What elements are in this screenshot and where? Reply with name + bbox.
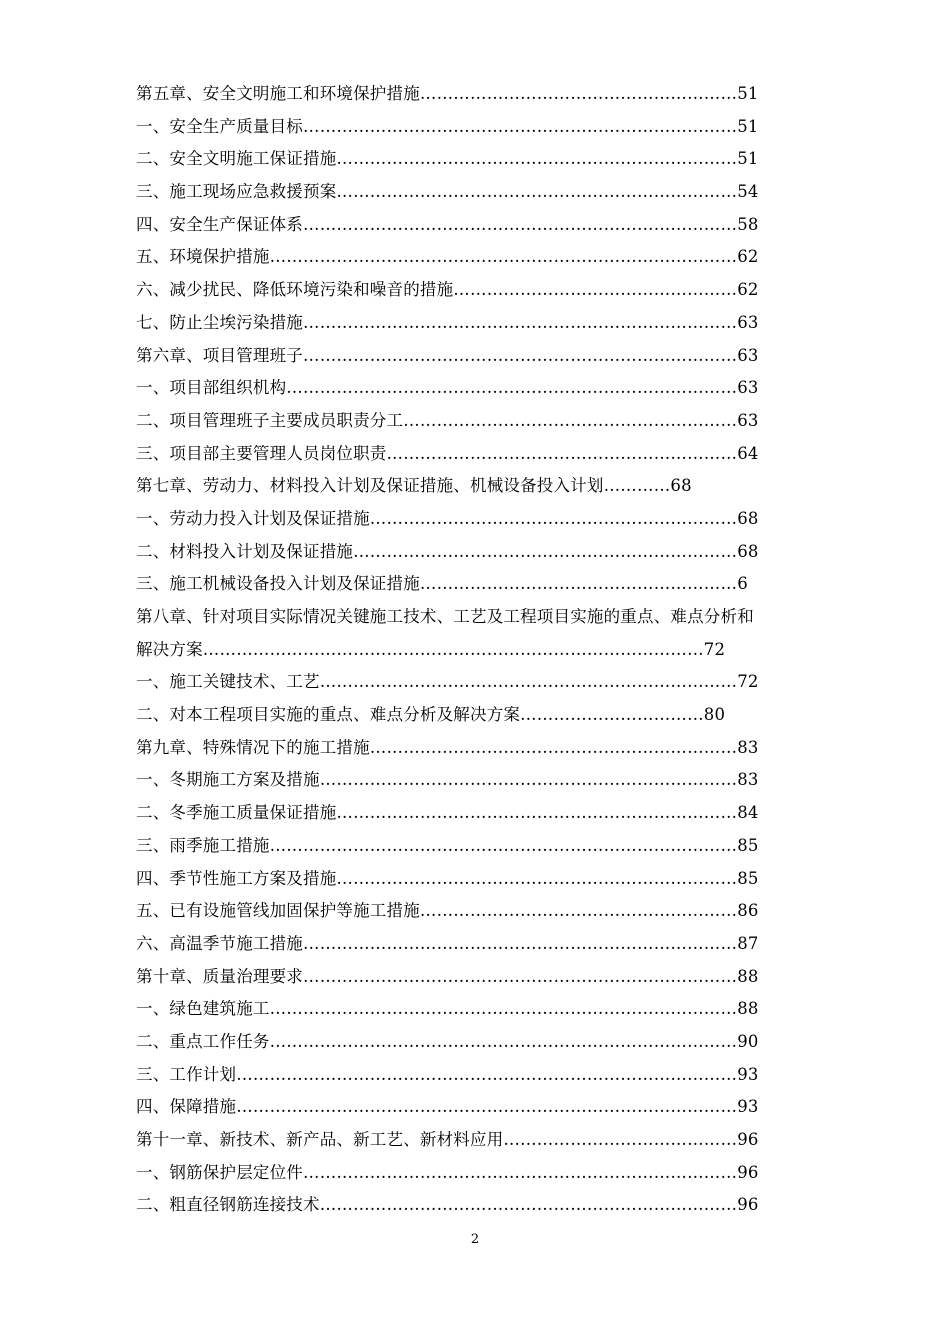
toc-entry[interactable]: 第十一章、新技术、新产品、新工艺、新材料应用……………………………………96 <box>136 1130 759 1149</box>
table-of-contents <box>136 78 846 1222</box>
toc-entry[interactable]: 第十章、质量治理要求……………………………………………………………………88 <box>136 966 759 986</box>
toc-entry-continuation[interactable]: 解决方案………………………………………………………………………………72 <box>136 639 726 659</box>
toc-entry[interactable]: 三、施工现场应急救援预案………………………………………………………………54 <box>136 182 759 202</box>
toc-entry[interactable]: 一、钢筋保护层定位件……………………………………………………………………96 <box>136 1162 759 1182</box>
toc-entry[interactable]: 第六章、项目管理班子……………………………………………………………………63 <box>136 345 759 365</box>
toc-entry[interactable]: 五、已有设施管线加固保护等施工措施…………………………………………………86 <box>136 901 759 921</box>
toc-entry[interactable]: 一、冬期施工方案及措施…………………………………………………………………83 <box>136 770 759 790</box>
toc-entry[interactable]: 二、冬季施工质量保证措施………………………………………………………………84 <box>136 803 759 823</box>
toc-entry[interactable]: 三、施工机械设备投入计划及保证措施…………………………………………………6 <box>136 574 748 594</box>
toc-entry[interactable]: 三、雨季施工措施…………………………………………………………………………85 <box>136 835 759 855</box>
toc-entry[interactable]: 六、高温季节施工措施……………………………………………………………………87 <box>136 933 759 953</box>
toc-entry[interactable]: 七、防止尘埃污染措施……………………………………………………………………63 <box>136 312 759 332</box>
toc-entry[interactable]: 四、安全生产保证体系……………………………………………………………………58 <box>136 214 759 234</box>
toc-entry[interactable]: 一、绿色建筑施工…………………………………………………………………………88 <box>136 999 759 1019</box>
toc-entry[interactable]: 三、工作计划………………………………………………………………………………93 <box>136 1064 759 1084</box>
toc-entry[interactable]: 四、季节性施工方案及措施………………………………………………………………85 <box>136 868 759 888</box>
toc-entry[interactable]: 二、重点工作任务…………………………………………………………………………90 <box>136 1031 759 1051</box>
toc-entry[interactable]: 第五章、安全文明施工和环境保护措施…………………………………………………51 <box>136 84 759 103</box>
toc-entry[interactable]: 二、材料投入计划及保证措施……………………………………………………………68 <box>136 541 759 561</box>
toc-entry[interactable]: 二、粗直径钢筋连接技术…………………………………………………………………96 <box>136 1195 759 1215</box>
toc-entry[interactable]: 一、安全生产质量目标……………………………………………………………………51 <box>136 116 759 136</box>
toc-entry[interactable]: 第七章、劳动力、材料投入计划及保证措施、机械设备投入计划…………68 <box>136 476 692 496</box>
toc-entry[interactable]: 第八章、针对项目实际情况关键施工技术、工艺及工程项目实施的重点、难点分析和 <box>136 607 754 626</box>
toc-entry[interactable]: 六、减少扰民、降低环境污染和噪音的措施……………………………………………62 <box>136 280 759 300</box>
toc-entry[interactable]: 五、环境保护措施…………………………………………………………………………62 <box>136 247 759 267</box>
toc-entry[interactable]: 二、对本工程项目实施的重点、难点分析及解决方案……………………………80 <box>136 705 726 725</box>
page-number: 2 <box>470 1232 480 1247</box>
toc-entry[interactable]: 四、保障措施………………………………………………………………………………93 <box>136 1097 759 1117</box>
toc-entry[interactable]: 二、安全文明施工保证措施………………………………………………………………51 <box>136 149 759 169</box>
toc-entry[interactable]: 一、项目部组织机构………………………………………………………………………63 <box>136 378 759 398</box>
toc-entry[interactable]: 三、项目部主要管理人员岗位职责………………………………………………………64 <box>136 443 759 463</box>
toc-entry[interactable]: 二、项目管理班子主要成员职责分工……………………………………………………63 <box>136 410 759 430</box>
toc-entry[interactable]: 一、施工关键技术、工艺…………………………………………………………………72 <box>136 672 759 692</box>
toc-entry[interactable]: 一、劳动力投入计划及保证措施…………………………………………………………68 <box>136 508 759 528</box>
toc-entry[interactable]: 第九章、特殊情况下的施工措施…………………………………………………………83 <box>136 737 759 757</box>
